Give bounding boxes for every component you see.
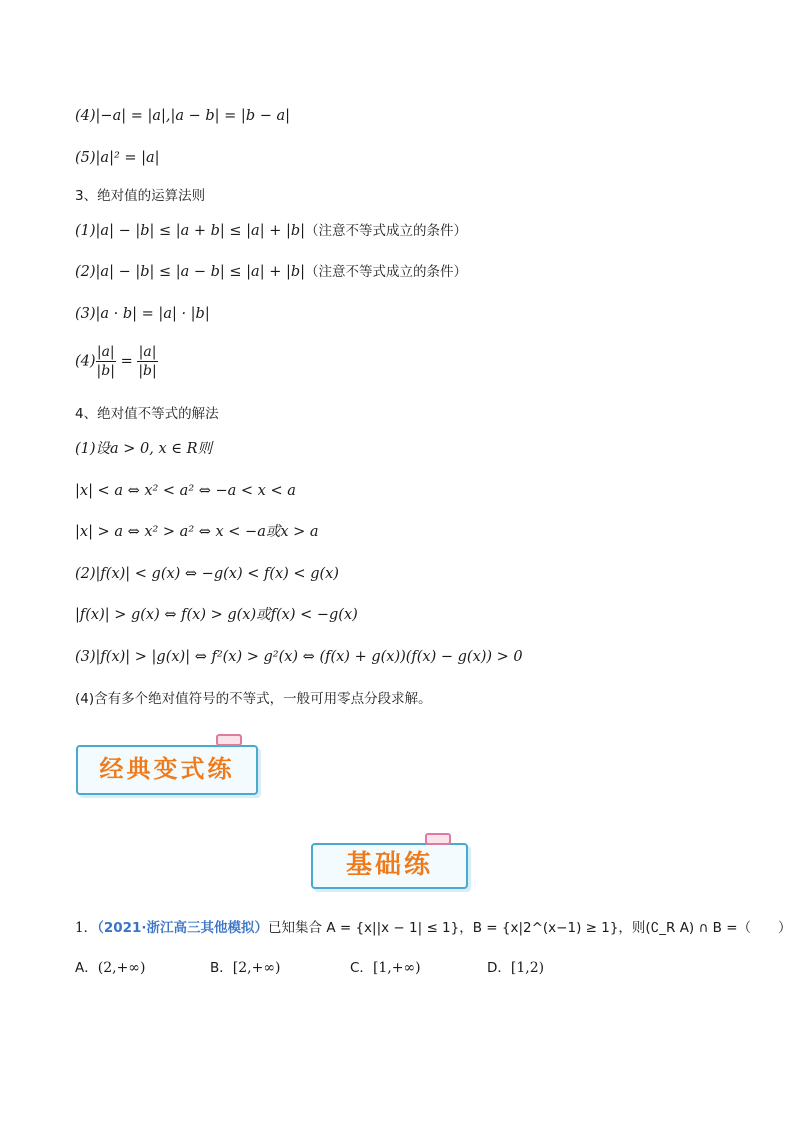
option-value: (2,+∞): [97, 960, 146, 976]
formula-less-than: |x| < a ⇔ x² < a² ⇔ −a < x < a: [75, 483, 296, 499]
denominator: |b|: [96, 363, 115, 379]
formula-text: (1)|a| − |b| ≤ |a + b| ≤ |a| + |b|: [75, 223, 306, 239]
condition-note: （注意不等式成立的条件）: [305, 264, 468, 280]
option-value: [2,+∞): [232, 960, 281, 976]
formula-abs-product: (3)|a · b| = |a| · |b|: [75, 306, 210, 322]
formula-condition: (1)设a > 0, x ∈ R则: [75, 441, 213, 457]
sub-badge: [311, 843, 468, 889]
heading-abs-inequality: 4、绝对值不等式的解法: [75, 406, 219, 422]
formula-abs-square: (5)|a|² = |a|: [75, 150, 160, 166]
sub-badge-label: 基础练: [345, 850, 433, 880]
option-value: [1,2): [510, 960, 545, 976]
condition-note: （注意不等式成立的条件）: [305, 223, 468, 239]
question-source: （2021·浙江高三其他模拟）: [97, 920, 269, 936]
option-a[interactable]: [75, 958, 145, 978]
formula-text: (2)|a| − |b| ≤ |a − b| ≤ |a| + |b|: [75, 264, 306, 280]
option-b[interactable]: [210, 958, 280, 978]
formula-triangle-sum: [75, 221, 467, 241]
formula-greater-than: |x| > a ⇔ x² > a² ⇔ x < −a或x > a: [75, 524, 319, 540]
paperclip-icon: [425, 833, 451, 845]
option-label: D．: [487, 960, 511, 976]
formula-f-less-g: (2)|f(x)| < g(x) ⇔ −g(x) < f(x) < g(x): [75, 566, 339, 582]
fraction-left: [96, 343, 116, 380]
equals-sign: =: [120, 353, 133, 370]
option-label: B．: [210, 960, 233, 976]
note-zero-point-method: (4)含有多个绝对值符号的不等式，一般可用零点分段求解。: [75, 691, 432, 707]
option-d[interactable]: [487, 958, 544, 978]
question-text: 已知集合 A = {x||x − 1| ≤ 1}，B = {x|2^(x−1) ≥ 1}，则(∁_R A) ∩ B =（ ）: [268, 920, 792, 936]
option-c[interactable]: [350, 958, 421, 978]
question-number: 1．: [75, 920, 98, 936]
formula-abs-f-abs-g: (3)|f(x)| > |g(x)| ⇔ f²(x) > g²(x) ⇔ (f(x) + g(x))(f(x) − g(x)) > 0: [75, 649, 523, 665]
question-1: [75, 918, 792, 938]
heading-abs-rules: 3、绝对值的运算法则: [75, 188, 206, 204]
formula-triangle-diff: [75, 262, 467, 282]
numerator: |a|: [138, 344, 157, 360]
option-label: A．: [75, 960, 98, 976]
option-value: [1,+∞): [372, 960, 421, 976]
formula-f-greater-g: |f(x)| > g(x) ⇔ f(x) > g(x)或f(x) < −g(x): [75, 607, 358, 623]
section-badge: [76, 745, 258, 795]
denominator: |b|: [138, 363, 157, 379]
formula-abs-quotient: [75, 343, 158, 380]
section-badge-label: 经典变式练: [99, 754, 235, 783]
option-label: C．: [350, 960, 373, 976]
numerator: |a|: [96, 344, 115, 360]
formula-prefix: (4): [75, 353, 96, 370]
fraction-right: [137, 343, 157, 380]
formula-abs-symmetry: (4)|−a| = |a|,|a − b| = |b − a|: [75, 108, 290, 124]
paperclip-icon: [216, 734, 242, 746]
